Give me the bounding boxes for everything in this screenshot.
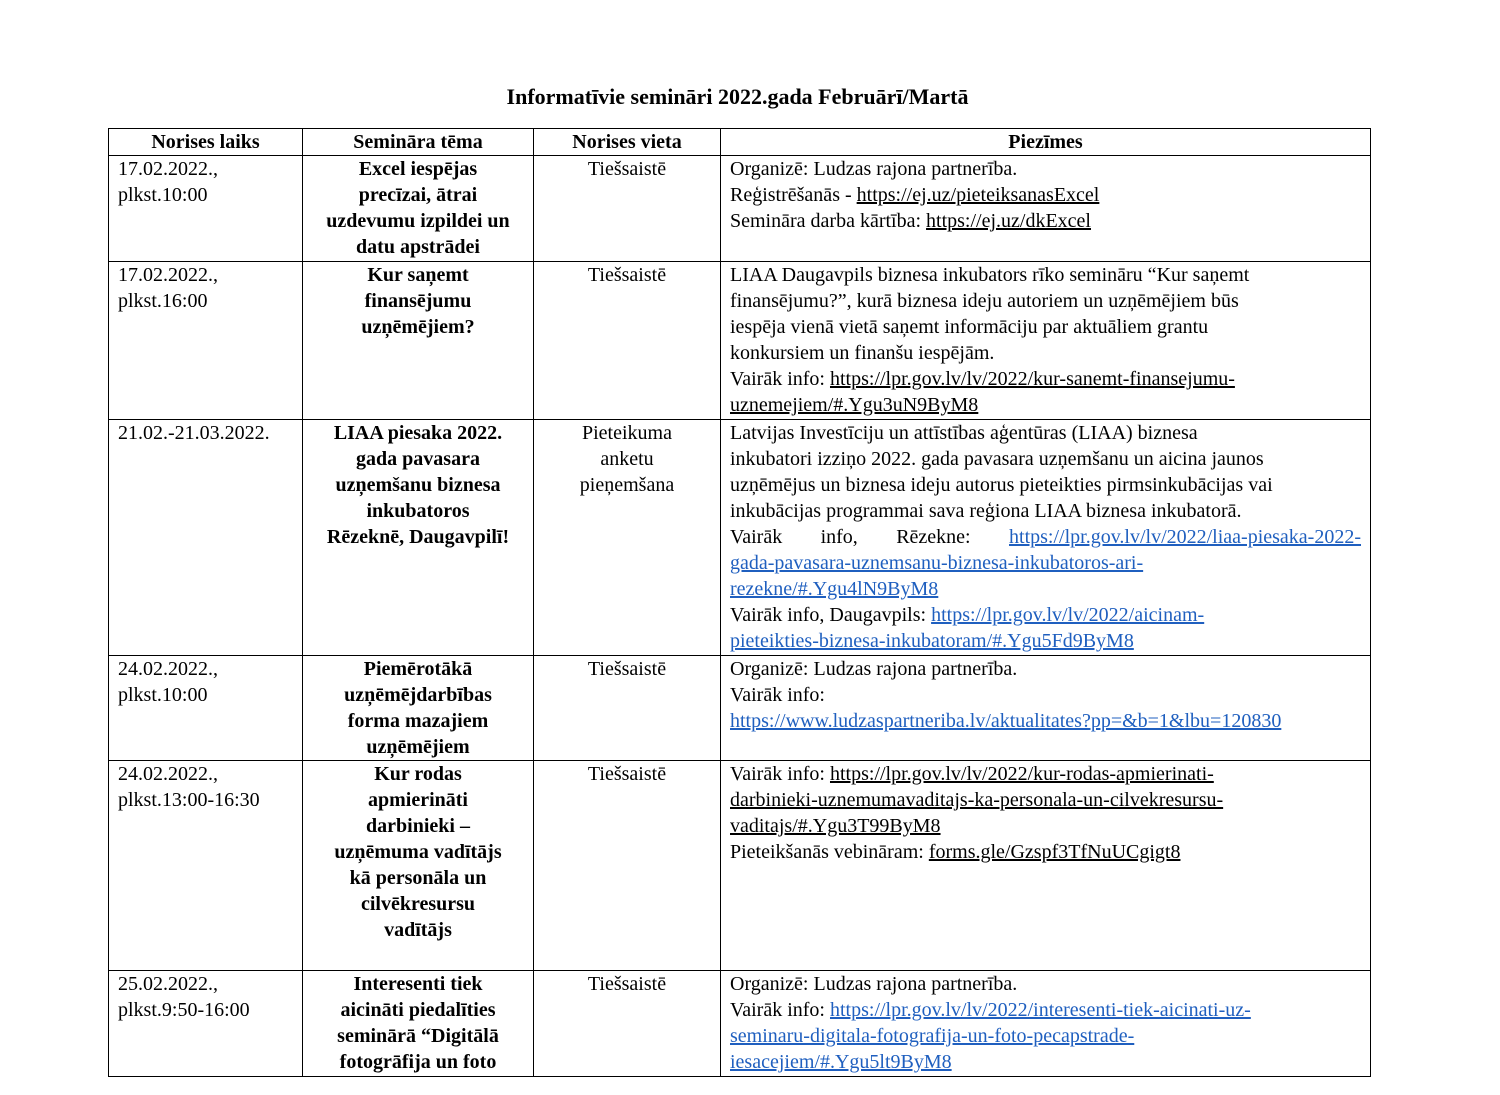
topic-line: inkubatoros (366, 500, 470, 522)
notes-prefix: Pieteikšanās vebināram: (730, 841, 929, 863)
table-row (109, 156, 1371, 262)
cell-time (109, 262, 303, 420)
photo-seminar-link-cont[interactable]: seminaru-digitala-fotografija-un-foto-pecapstrade- (730, 1025, 1135, 1047)
notes-line (730, 576, 1361, 602)
rezekne-link-cont[interactable]: gada-pavasara-uznemsanu-biznesa-inkubatoros-ari- (730, 552, 1144, 574)
topic-line: vadītājs (384, 919, 452, 941)
cell-place (534, 761, 721, 971)
topic-line: LIAA piesaka 2022. (333, 422, 503, 444)
place-line: Tiešsaistē (587, 973, 667, 995)
notes-line (730, 708, 1361, 734)
cell-notes (721, 761, 1371, 971)
notes-line (730, 366, 1361, 392)
photo-seminar-link[interactable]: https://lpr.gov.lv/lv/2022/interesenti-tiek-aicinati-uz- (829, 999, 1251, 1021)
rezekne-link-end[interactable]: rezekne/#.Ygu4lN9ByM8 (730, 578, 939, 600)
notes-line (730, 813, 1361, 839)
topic-line: forma mazajiem (347, 710, 489, 732)
topic-line: Kur rodas (374, 763, 462, 785)
table-header-row (109, 129, 1371, 156)
topic-line: uzņēmējdarbības (344, 684, 492, 706)
document-title: Informatīvie semināri 2022.gada Februārī/Martā (506, 84, 969, 109)
notes-prefix: Vairāk info: (730, 368, 830, 390)
notes-line: inkubācijas programmai sava reģiona LIAA biznesa inkubatorā. (730, 500, 1242, 522)
header-place: Norises vieta (534, 129, 721, 156)
header-time: Norises laiks (109, 129, 303, 156)
daugavpils-link[interactable]: https://lpr.gov.lv/lv/2022/aicinam- (931, 604, 1205, 626)
notes-line: Organizē: Ludzas rajona partnerība. (730, 658, 1018, 680)
topic-line: uzdevumu izpildei un (326, 210, 510, 232)
notes-prefix: Reģistrēšanās - (730, 184, 857, 206)
more-info-link-cont[interactable]: darbinieki-uznemumavaditajs-ka-personala-un-cilvekresursu- (730, 789, 1224, 811)
table-row (109, 420, 1371, 656)
photo-seminar-link-end[interactable]: iesacejiem/#.Ygu5lt9ByM8 (730, 1051, 952, 1073)
table-row (109, 761, 1371, 971)
topic-line: uzņēmējiem (366, 736, 470, 758)
notes-line: Latvijas Investīciju un attīstības aģentūras (LIAA) biznesa (730, 422, 1198, 444)
cell-topic (303, 420, 534, 656)
more-info-link[interactable]: https://lpr.gov.lv/lv/2022/kur-rodas-apmierinati- (829, 763, 1214, 785)
time-line: 24.02.2022., (118, 658, 218, 680)
notes-line (730, 997, 1361, 1023)
notes-line (730, 208, 1361, 234)
cell-topic (303, 262, 534, 420)
daugavpils-link-cont[interactable]: pieteikties-biznesa-inkubatoram/#.Ygu5Fd9ByM8 (730, 630, 1134, 652)
topic-line: cilvēkresursu (360, 893, 476, 915)
topic-line: datu apstrādei (356, 236, 480, 258)
seminar-table (108, 128, 1371, 1077)
more-info-link[interactable]: https://lpr.gov.lv/lv/2022/kur-sanemt-finansejumu- (829, 368, 1235, 390)
cell-notes (721, 420, 1371, 656)
cell-topic (303, 761, 534, 971)
notes-line: LIAA Daugavpils biznesa inkubators rīko semināru “Kur saņemt (730, 264, 1250, 286)
cell-notes (721, 971, 1371, 1077)
header-topic: Semināra tēma (303, 129, 534, 156)
cell-topic (303, 156, 534, 262)
cell-topic (303, 656, 534, 761)
topic-line: kā personāla un (349, 867, 487, 889)
place-line: Pieteikuma (582, 422, 672, 444)
cell-topic (303, 971, 534, 1077)
place-line: pieņemšana (579, 474, 675, 496)
header-notes: Piezīmes (721, 129, 1371, 156)
time-line: 17.02.2022., (118, 158, 218, 180)
time-line: 24.02.2022., (118, 763, 218, 785)
notes-line (730, 524, 1361, 550)
cell-place (534, 971, 721, 1077)
cell-time (109, 971, 303, 1077)
time-line: plkst.10:00 (118, 184, 208, 206)
cell-time (109, 420, 303, 656)
notes-line (730, 761, 1361, 787)
time-line: 17.02.2022., (118, 264, 218, 286)
topic-line: Excel iespējas (358, 158, 478, 180)
notes-line (730, 628, 1361, 654)
notes-line (730, 602, 1361, 628)
time-line: 25.02.2022., (118, 973, 218, 995)
notes-line (730, 1023, 1361, 1049)
topic-line: uzņēmējiem? (361, 316, 475, 338)
cell-notes (721, 262, 1371, 420)
topic-line: finansējumu (364, 290, 472, 312)
notes-prefix: Vairāk info, Daugavpils: (730, 604, 932, 626)
time-line: plkst.10:00 (118, 684, 208, 706)
notes-prefix: Semināra darba kārtība: (730, 210, 927, 232)
place-line: Tiešsaistē (587, 763, 667, 785)
notes-line: inkubatori izziņo 2022. gada pavasara uzņemšanu un aicina jaunos (730, 448, 1264, 470)
cell-place (534, 420, 721, 656)
rezekne-link[interactable]: https://lpr.gov.lv/lv/2022/liaa-piesaka-2022- (1009, 526, 1361, 548)
registration-link[interactable]: https://ej.uz/pieteiksanasExcel (856, 184, 1100, 206)
time-line: plkst.9:50-16:00 (118, 999, 250, 1021)
topic-line: Kur saņemt (367, 264, 469, 286)
time-line: plkst.16:00 (118, 290, 208, 312)
agenda-link[interactable]: https://ej.uz/dkExcel (926, 210, 1091, 232)
webinar-signup-link[interactable]: forms.gle/Gzspf3TfNuUCgigt8 (928, 841, 1181, 863)
place-line: Tiešsaistē (587, 264, 667, 286)
notes-prefix: Vairāk info, Rēzekne: (730, 526, 1010, 548)
cell-place (534, 156, 721, 262)
cell-place (534, 262, 721, 420)
notes-prefix: Vairāk info: (730, 999, 830, 1021)
cell-place (534, 656, 721, 761)
topic-line: Interesenti tiek (353, 973, 483, 995)
topic-line: aicināti piedalīties (340, 999, 496, 1021)
notes-line (730, 839, 1361, 865)
topic-line: precīzai, ātrai (358, 184, 478, 206)
notes-line (730, 550, 1361, 576)
table-row (109, 656, 1371, 761)
topic-line: apmierināti (368, 789, 468, 811)
table-row (109, 971, 1371, 1077)
time-line: plkst.13:00-16:30 (118, 789, 260, 811)
cell-notes (721, 656, 1371, 761)
cell-time (109, 656, 303, 761)
notes-line: uzņēmējus un biznesa ideju autorus pieteikties pirmsinkubācijas vai (730, 474, 1273, 496)
topic-line: uzņēmuma vadītājs (334, 841, 502, 863)
place-line: Tiešsaistē (587, 158, 667, 180)
notes-prefix: Vairāk info: (730, 763, 830, 785)
notes-line (730, 1049, 1361, 1075)
topic-line: uzņemšanu biznesa (335, 474, 501, 496)
place-line: anketu (600, 448, 654, 470)
topic-line: seminārā “Digitālā (337, 1025, 499, 1047)
place-line: Tiešsaistē (587, 658, 667, 680)
notes-line: konkursiem un finanšu iespējām. (730, 342, 995, 364)
notes-line (730, 182, 1361, 208)
cell-time (109, 761, 303, 971)
more-info-link-cont[interactable]: uznemejiem/#.Ygu3uN9ByM8 (730, 394, 979, 416)
table-row (109, 262, 1371, 420)
notes-line (730, 392, 1361, 418)
notes-line: finansējumu?”, kurā biznesa ideju autoriem un uzņēmējiem būs (730, 290, 1239, 312)
notes-line: Vairāk info: (730, 684, 825, 706)
notes-line: Organizē: Ludzas rajona partnerība. (730, 158, 1018, 180)
cell-notes (721, 156, 1371, 262)
topic-line: gada pavasara (356, 448, 480, 470)
notes-line: iespēja vienā vietā saņemt informāciju par aktuāliem grantu (730, 316, 1209, 338)
cell-time (109, 156, 303, 262)
topic-line: Rēzeknē, Daugavpilī! (326, 526, 510, 548)
topic-line: fotogrāfija un foto (339, 1051, 497, 1073)
topic-line: darbinieki – (366, 815, 470, 837)
notes-line: Organizē: Ludzas rajona partnerība. (730, 973, 1018, 995)
more-info-link-end[interactable]: vaditajs/#.Ygu3T99ByM8 (730, 815, 941, 837)
time-line: 21.02.-21.03.2022. (118, 422, 270, 444)
topic-line: Piemērotākā (363, 658, 473, 680)
ludza-partnership-link[interactable]: https://www.ludzaspartneriba.lv/aktualitates?pp=&b=1&lbu=120830 (730, 710, 1282, 732)
notes-line (730, 787, 1361, 813)
